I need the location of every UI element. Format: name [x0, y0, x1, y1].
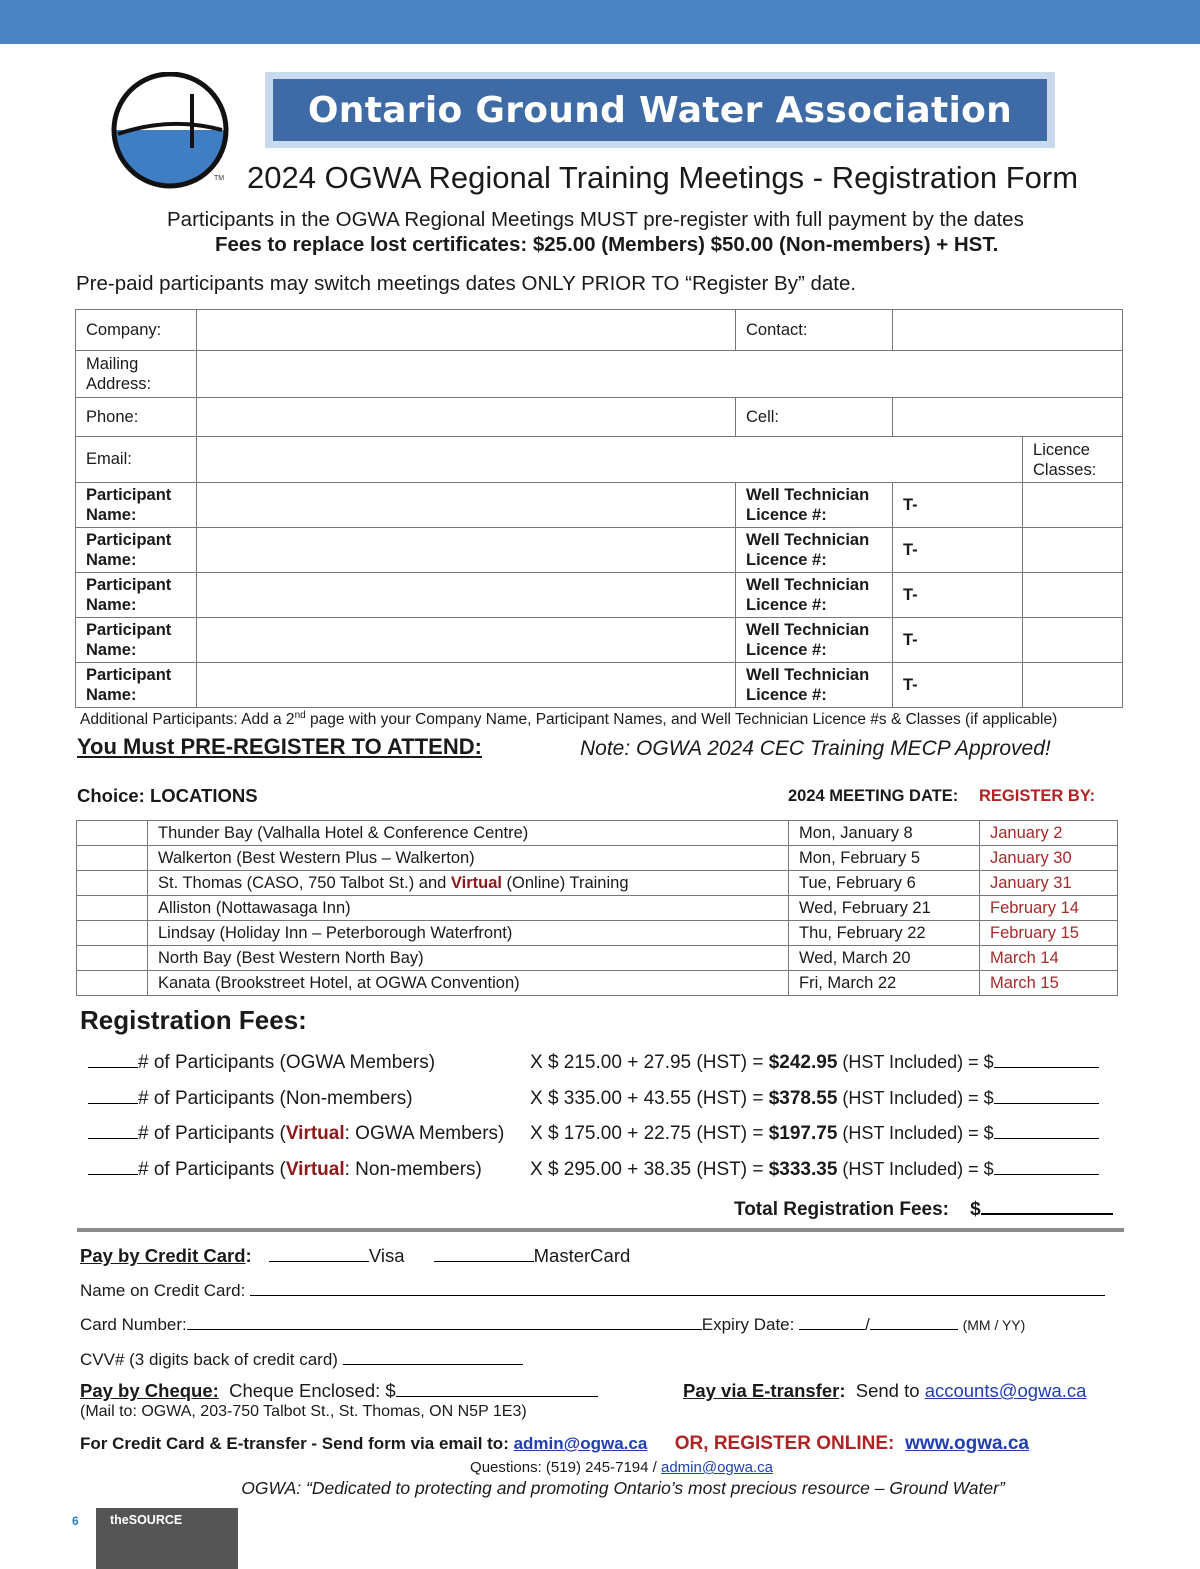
expiry-label: Expiry Date: — [701, 1315, 795, 1334]
fee-calculation: X $ 215.00 + 27.95 (HST) = $242.95 (HST Included) = $ — [530, 1050, 1099, 1074]
org-banner: Ontario Ground Water Association — [273, 79, 1047, 141]
licence-number-field[interactable]: T- — [893, 573, 1023, 618]
mmyy-hint: (MM / YY) — [962, 1317, 1026, 1333]
meeting-date: Mon, January 8 — [789, 821, 980, 846]
fee-calculation: X $ 335.00 + 43.55 (HST) = $378.55 (HST Included) = $ — [530, 1086, 1099, 1110]
registrant-info-table — [75, 309, 1123, 708]
cvv-row — [80, 1348, 523, 1370]
location-row — [77, 821, 1118, 846]
ogwa-logo — [110, 72, 230, 190]
licence-classes-line2: Classes: — [1033, 460, 1097, 479]
participant-name-field[interactable] — [197, 483, 736, 528]
licence-classes-line1: Licence — [1033, 440, 1090, 459]
licence-classes-field[interactable] — [1023, 528, 1123, 573]
svg-text:TM: TM — [214, 175, 225, 182]
meeting-date: Mon, February 5 — [789, 846, 980, 871]
register-by-date: February 15 — [980, 921, 1118, 946]
participant-row — [76, 618, 1123, 663]
etransfer-label: Pay via E-transfer — [683, 1380, 840, 1401]
pre-register-heading: You Must PRE-REGISTER TO ATTEND: — [77, 734, 482, 759]
location-row — [77, 871, 1118, 896]
fee-subtotal-field[interactable] — [994, 1157, 1099, 1175]
form-title: 2024 OGWA Regional Training Meetings - Registration Form — [247, 160, 1079, 195]
cell-label: Cell: — [736, 398, 893, 437]
contact-label: Contact: — [746, 320, 808, 339]
publication-name: theSOURCE — [110, 1513, 183, 1527]
mailing-label-line1: Mailing — [86, 355, 139, 373]
cheque-row — [80, 1380, 598, 1402]
contact-label-cell — [736, 310, 893, 351]
licence-number-field[interactable]: T- — [893, 528, 1023, 573]
fee-participant-count: # of Participants (OGWA Members) — [88, 1050, 435, 1074]
card-number-field[interactable] — [187, 1313, 702, 1330]
name-on-card-row — [80, 1279, 1105, 1301]
contact-field[interactable] — [893, 310, 1123, 351]
licence-number-label: Well Technician Licence #: — [736, 663, 893, 708]
fee-subtotal-field[interactable] — [994, 1086, 1099, 1104]
meeting-date: Wed, March 20 — [789, 946, 980, 971]
location-name: Walkerton (Best Western Plus – Walkerton) — [148, 846, 789, 871]
switch-dates-note: Pre-paid participants may switch meetings dates ONLY PRIOR TO “Register By” date. — [76, 272, 857, 295]
expiry-month-field[interactable] — [799, 1313, 865, 1330]
page-number: 6 — [72, 1514, 79, 1528]
credit-card-row: Pay by Credit Card: Visa MasterCard — [80, 1245, 631, 1266]
participant-count-field[interactable] — [88, 1050, 138, 1068]
location-row — [77, 921, 1118, 946]
total-fees: Total Registration Fees: $ — [734, 1196, 1113, 1221]
expiry-year-field[interactable] — [870, 1313, 958, 1330]
register-by-date: February 14 — [980, 896, 1118, 921]
registration-fees-heading: Registration Fees: — [80, 1005, 307, 1035]
participant-name-field[interactable] — [197, 663, 736, 708]
send-form-email-link[interactable]: admin@ogwa.ca — [513, 1434, 648, 1453]
location-name: Alliston (Nottawasaga Inn) — [148, 896, 789, 921]
website-link[interactable]: www.ogwa.ca — [905, 1433, 1029, 1454]
cheque-mail-address: (Mail to: OGWA, 203-750 Talbot St., St. Thomas, ON N5P 1E3) — [80, 1403, 527, 1420]
meeting-date: Wed, February 21 — [789, 896, 980, 921]
mailing-address-label — [76, 351, 197, 398]
card-number-label: Card Number: — [80, 1315, 187, 1334]
register-by-header: REGISTER BY: — [979, 787, 1096, 805]
fee-participant-count: # of Participants (Non-members) — [88, 1086, 413, 1110]
cheque-enclosed-label: Cheque Enclosed: $ — [229, 1380, 396, 1401]
participant-name-label: Participant Name: — [76, 573, 197, 618]
location-choice-box[interactable] — [77, 821, 148, 846]
total-fees-field[interactable] — [981, 1196, 1113, 1215]
visa-checkbox-line[interactable] — [269, 1245, 369, 1262]
participant-row — [76, 573, 1123, 618]
participant-name-label: Participant Name: — [76, 483, 197, 528]
fee-calculation: X $ 295.00 + 38.35 (HST) = $333.35 (HST Included) = $ — [530, 1157, 1099, 1181]
register-by-date: January 31 — [980, 871, 1118, 896]
licence-classes-field[interactable] — [1023, 663, 1123, 708]
location-row — [77, 846, 1118, 871]
location-name: St. Thomas (CASO, 750 Talbot St.) and Virtual (Online) Training — [148, 871, 789, 896]
fee-participant-count: # of Participants (Virtual: Non-members) — [88, 1157, 482, 1181]
location-choice-box[interactable] — [77, 971, 148, 996]
questions-email-link[interactable]: admin@ogwa.ca — [661, 1459, 773, 1476]
participant-row — [76, 528, 1123, 573]
locations-table — [76, 820, 1118, 996]
register-by-date: January 2 — [980, 821, 1118, 846]
location-name: North Bay (Best Western North Bay) — [148, 946, 789, 971]
participant-name-field[interactable] — [197, 618, 736, 663]
licence-classes-header — [1023, 437, 1123, 483]
licence-number-label: Well Technician Licence #: — [736, 528, 893, 573]
participant-name-label: Participant Name: — [76, 528, 197, 573]
participant-name-field[interactable] — [197, 573, 736, 618]
location-row — [77, 896, 1118, 921]
participant-name-label: Participant Name: — [76, 618, 197, 663]
section-divider — [77, 1228, 1124, 1232]
cell-field[interactable] — [893, 398, 1123, 437]
credit-card-label: Pay by Credit Card — [80, 1245, 246, 1266]
licence-number-label: Well Technician Licence #: — [736, 483, 893, 528]
meeting-date: Thu, February 22 — [789, 921, 980, 946]
lost-certificate-fees: Fees to replace lost certificates: $25.00 (Members) $50.00 (Non-members) + HST. — [215, 233, 999, 256]
fee-subtotal-field[interactable] — [994, 1121, 1099, 1139]
licence-number-label: Well Technician Licence #: — [736, 618, 893, 663]
card-number-row: Card Number: Expiry Date: / (MM / YY) — [80, 1315, 1026, 1334]
cec-approved-note: Note: OGWA 2024 CEC Training MECP Approved! — [580, 737, 1051, 760]
location-choice-box[interactable] — [77, 921, 148, 946]
cvv-label: CVV# (3 digits back of credit card) — [80, 1350, 338, 1369]
location-row — [77, 946, 1118, 971]
name-on-card-field[interactable] — [250, 1279, 1105, 1296]
fee-participant-count: # of Participants (Virtual: OGWA Members) — [88, 1121, 504, 1145]
phone-field[interactable] — [197, 398, 736, 437]
meeting-date-header: 2024 MEETING DATE: — [788, 787, 959, 805]
email-label: Email: — [76, 437, 197, 483]
location-name: Thunder Bay (Valhalla Hotel & Conference Centre) — [148, 821, 789, 846]
licence-number-label: Well Technician Licence #: — [736, 573, 893, 618]
location-name: Lindsay (Holiday Inn – Peterborough Waterfront) — [148, 921, 789, 946]
participant-name-field[interactable] — [197, 528, 736, 573]
intro-line: Participants in the OGWA Regional Meetings MUST pre-register with full payment by the dates — [167, 208, 1024, 231]
company-field[interactable] — [197, 310, 736, 351]
licence-classes-field[interactable] — [1023, 618, 1123, 663]
participant-count-field[interactable] — [88, 1086, 138, 1104]
participant-count-field[interactable] — [88, 1121, 138, 1139]
fee-subtotal-field[interactable] — [994, 1050, 1099, 1068]
email-field[interactable] — [197, 437, 1023, 483]
licence-classes-field[interactable] — [1023, 483, 1123, 528]
mailing-address-field[interactable] — [197, 351, 1123, 398]
register-by-date: March 14 — [980, 946, 1118, 971]
participant-count-field[interactable] — [88, 1157, 138, 1175]
phone-label: Phone: — [76, 398, 197, 437]
register-by-date: January 30 — [980, 846, 1118, 871]
location-choice-box[interactable] — [77, 896, 148, 921]
mailing-label-line2: Address: — [86, 375, 152, 393]
mastercard-checkbox-line[interactable] — [434, 1245, 534, 1262]
participant-name-label: Participant Name: — [76, 663, 197, 708]
register-online-label: OR, REGISTER ONLINE: — [674, 1433, 895, 1454]
licence-number-field[interactable]: T- — [893, 483, 1023, 528]
top-color-bar — [0, 0, 1200, 44]
location-choice-box[interactable] — [77, 871, 148, 896]
name-on-card-label: Name on Credit Card: — [80, 1281, 246, 1300]
fee-calculation: X $ 175.00 + 22.75 (HST) = $197.75 (HST Included) = $ — [530, 1121, 1099, 1145]
participant-row — [76, 663, 1123, 708]
send-form-label: For Credit Card & E-transfer - Send form via email to: — [80, 1434, 514, 1453]
register-by-date: March 15 — [980, 971, 1118, 996]
etransfer-email-link[interactable]: accounts@ogwa.ca — [924, 1380, 1087, 1401]
mastercard-label: MasterCard — [533, 1245, 631, 1266]
send-form-row — [80, 1433, 1029, 1455]
questions-line: Questions: (519) 245-7194 / admin@ogwa.ca — [470, 1459, 773, 1476]
licence-number-field[interactable]: T- — [893, 618, 1023, 663]
location-name: Kanata (Brookstreet Hotel, at OGWA Convention) — [148, 971, 789, 996]
cvv-field[interactable] — [343, 1348, 523, 1365]
cheque-label: Pay by Cheque: — [80, 1380, 219, 1401]
etransfer-row: Pay via E-transfer: Send to accounts@ogwa.ca — [683, 1380, 1087, 1401]
location-row — [77, 971, 1118, 996]
cheque-amount-field[interactable] — [396, 1380, 598, 1397]
additional-participants-note: Additional Participants: Add a 2nd page with your Company Name, Participant Names, and Well Technician Licence #s & Classes (if applicable) — [80, 710, 1058, 729]
company-label: Company: — [76, 310, 197, 351]
participant-row — [76, 483, 1123, 528]
meeting-date: Tue, February 6 — [789, 871, 980, 896]
location-choice-box[interactable] — [77, 846, 148, 871]
locations-header: Choice: LOCATIONS — [77, 785, 258, 806]
licence-classes-field[interactable] — [1023, 573, 1123, 618]
visa-label: Visa — [368, 1245, 405, 1266]
ogwa-motto: OGWA: “Dedicated to protecting and promoting Ontario’s most precious resource – Ground Water” — [241, 1478, 1005, 1498]
location-choice-box[interactable] — [77, 946, 148, 971]
licence-number-field[interactable]: T- — [893, 663, 1023, 708]
meeting-date: Fri, March 22 — [789, 971, 980, 996]
